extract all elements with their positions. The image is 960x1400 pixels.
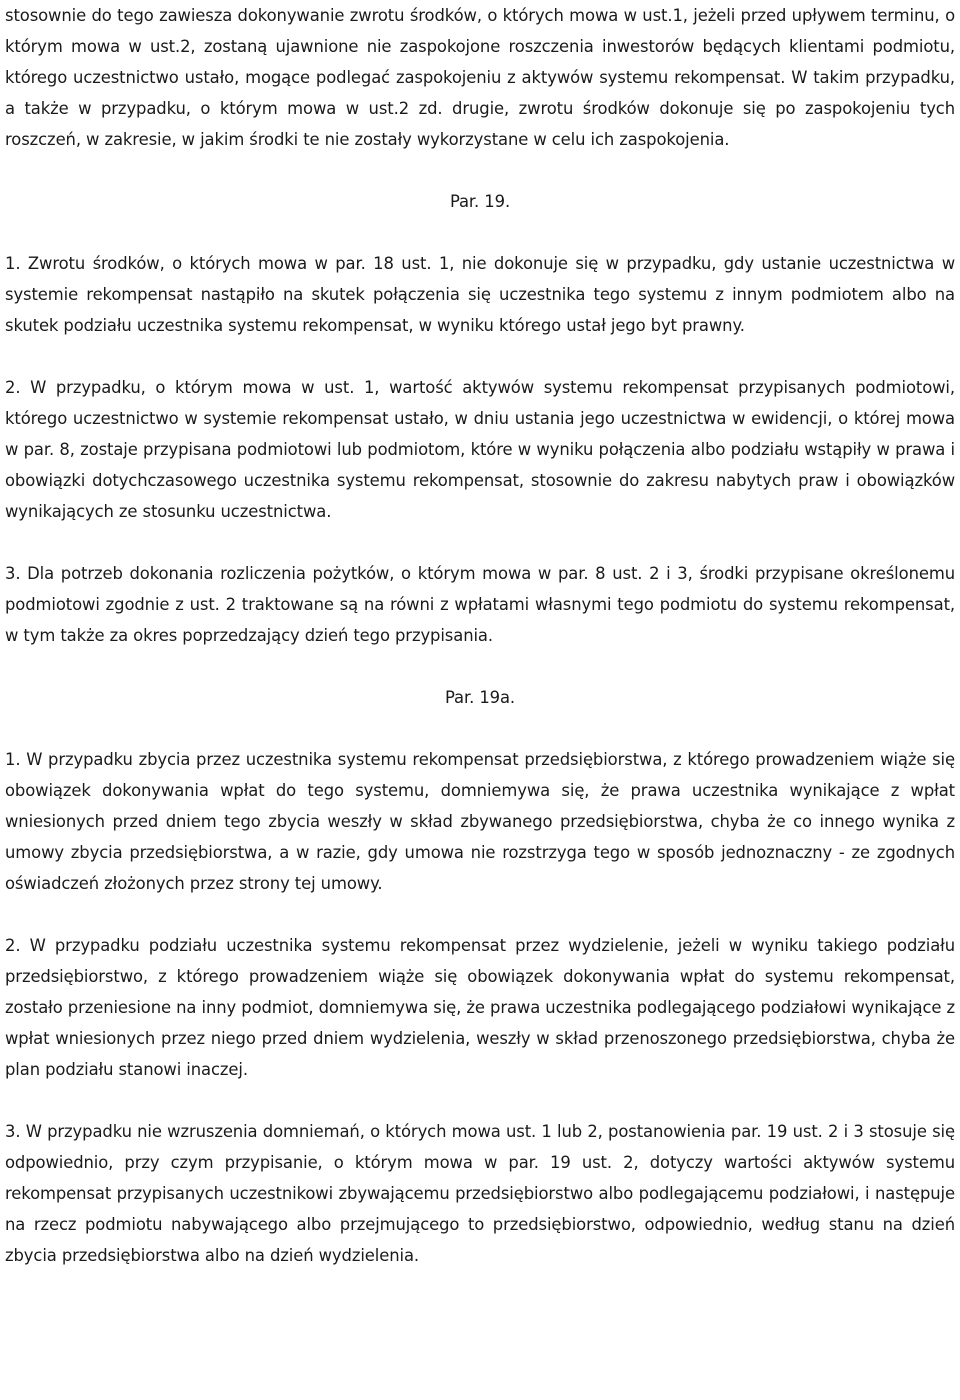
- par-19-point-3: 3. Dla potrzeb dokonania rozliczenia pożytków, o którym mowa w par. 8 ust. 2 i 3, środki przypisane określonemu podmiotowi zgodnie z ust. 2 traktowane są na równi z wpłatami własnymi tego podmiotu do systemu rekompensat, w tym także za okres poprzedzający dzień tego przypisania.: [5, 564, 955, 645]
- section-heading-par-19a: Par. 19a.: [444, 688, 516, 707]
- section-heading-par-19: Par. 19.: [449, 192, 511, 211]
- spacer: [5, 899, 955, 930]
- par-19-point-1: 1. Zwrotu środków, o których mowa w par. 18 ust. 1, nie dokonuje się w przypadku, gdy ustanie uczestnictwa w systemie rekompensat nastąpiło na skutek połączenia się uczestnika tego systemu z innym podmiotem albo na skutek podziału uczestnika systemu rekompensat, w wyniku którego ustał jego byt prawny.: [5, 254, 955, 335]
- spacer: [5, 713, 955, 744]
- spacer: [5, 1085, 955, 1116]
- par-19a-point-2: 2. W przypadku podziału uczestnika systemu rekompensat przez wydzielenie, jeżeli w wyniku takiego podziału przedsiębiorstwo, z którego prowadzeniem wiąże się obowiązek dokonywania wpłat do systemu rekompensat, zostało przeniesione na inny podmiot, domniemywa się, że prawa uczestnika podlegającego podziałowi wynikające z wpłat wniesionych przez niego przed dniem wydzielenia, weszły w skład przenoszonego przedsiębiorstwa, chyba że plan podziału stanowi inaczej.: [5, 936, 955, 1079]
- spacer: [5, 155, 955, 186]
- par-19a-point-1: 1. W przypadku zbycia przez uczestnika systemu rekompensat przedsiębiorstwa, z którego prowadzeniem wiąże się obowiązek dokonywania wpłat do tego systemu, domniemywa się, że prawa uczestnika wynikające z wpłat wniesionych przed dniem tego zbycia weszły w skład zbywanego przedsiębiorstwa, chyba że co innego wynika z umowy zbycia przedsiębiorstwa, a w razie, gdy umowa nie rozstrzyga tego w sposób jednoznaczny - ze zgodnych oświadczeń złożonych przez strony tej umowy.: [5, 750, 955, 893]
- spacer: [5, 651, 955, 682]
- par-19a-point-3: 3. W przypadku nie wzruszenia domniemań, o których mowa ust. 1 lub 2, postanowienia par. 19 ust. 2 i 3 stosuje się odpowiednio, przy czym przypisanie, o którym mowa w par. 19 ust. 2, dotyczy wartości aktywów systemu rekompensat przypisanych uczestnikowi zbywającemu przedsiębiorstwo albo podlegającemu podziałowi, i następuje na rzecz podmiotu nabywającego albo przejmującego to przedsiębiorstwo, odpowiednio, według stanu na dzień zbycia przedsiębiorstwa albo na dzień wydzielenia.: [5, 1122, 955, 1265]
- spacer: [5, 341, 955, 372]
- spacer: [5, 217, 955, 248]
- spacer: [5, 527, 955, 558]
- document-page: [5, 0, 955, 1271]
- par-19-point-2: 2. W przypadku, o którym mowa w ust. 1, wartość aktywów systemu rekompensat przypisanych podmiotowi, którego uczestnictwo w systemie rekompensat ustało, w dniu ustania jego uczestnictwa w ewidencji, o której mowa w par. 8, zostaje przypisana podmiotowi lub podmiotom, które w wyniku połączenia albo podziału wstąpiły w prawa i obowiązki dotychczasowego uczestnika systemu rekompensat, stosownie do zakresu nabytych praw i obowiązków wynikających ze stosunku uczestnictwa.: [5, 378, 955, 521]
- intro-paragraph: stosownie do tego zawiesza dokonywanie zwrotu środków, o których mowa w ust.1, jeżeli przed upływem terminu, o którym mowa w ust.2, zostaną ujawnione nie zaspokojone roszczenia inwestorów będących klientami podmiotu, którego uczestnictwo ustało, mogące podlegać zaspokojeniu z aktywów systemu rekompensat. W takim przypadku, a także w przypadku, o którym mowa w ust.2 zd. drugie, zwrotu środków dokonuje się po zaspokojeniu tych roszczeń, w zakresie, w jakim środki te nie zostały wykorzystane w celu ich zaspokojenia.: [5, 6, 955, 149]
